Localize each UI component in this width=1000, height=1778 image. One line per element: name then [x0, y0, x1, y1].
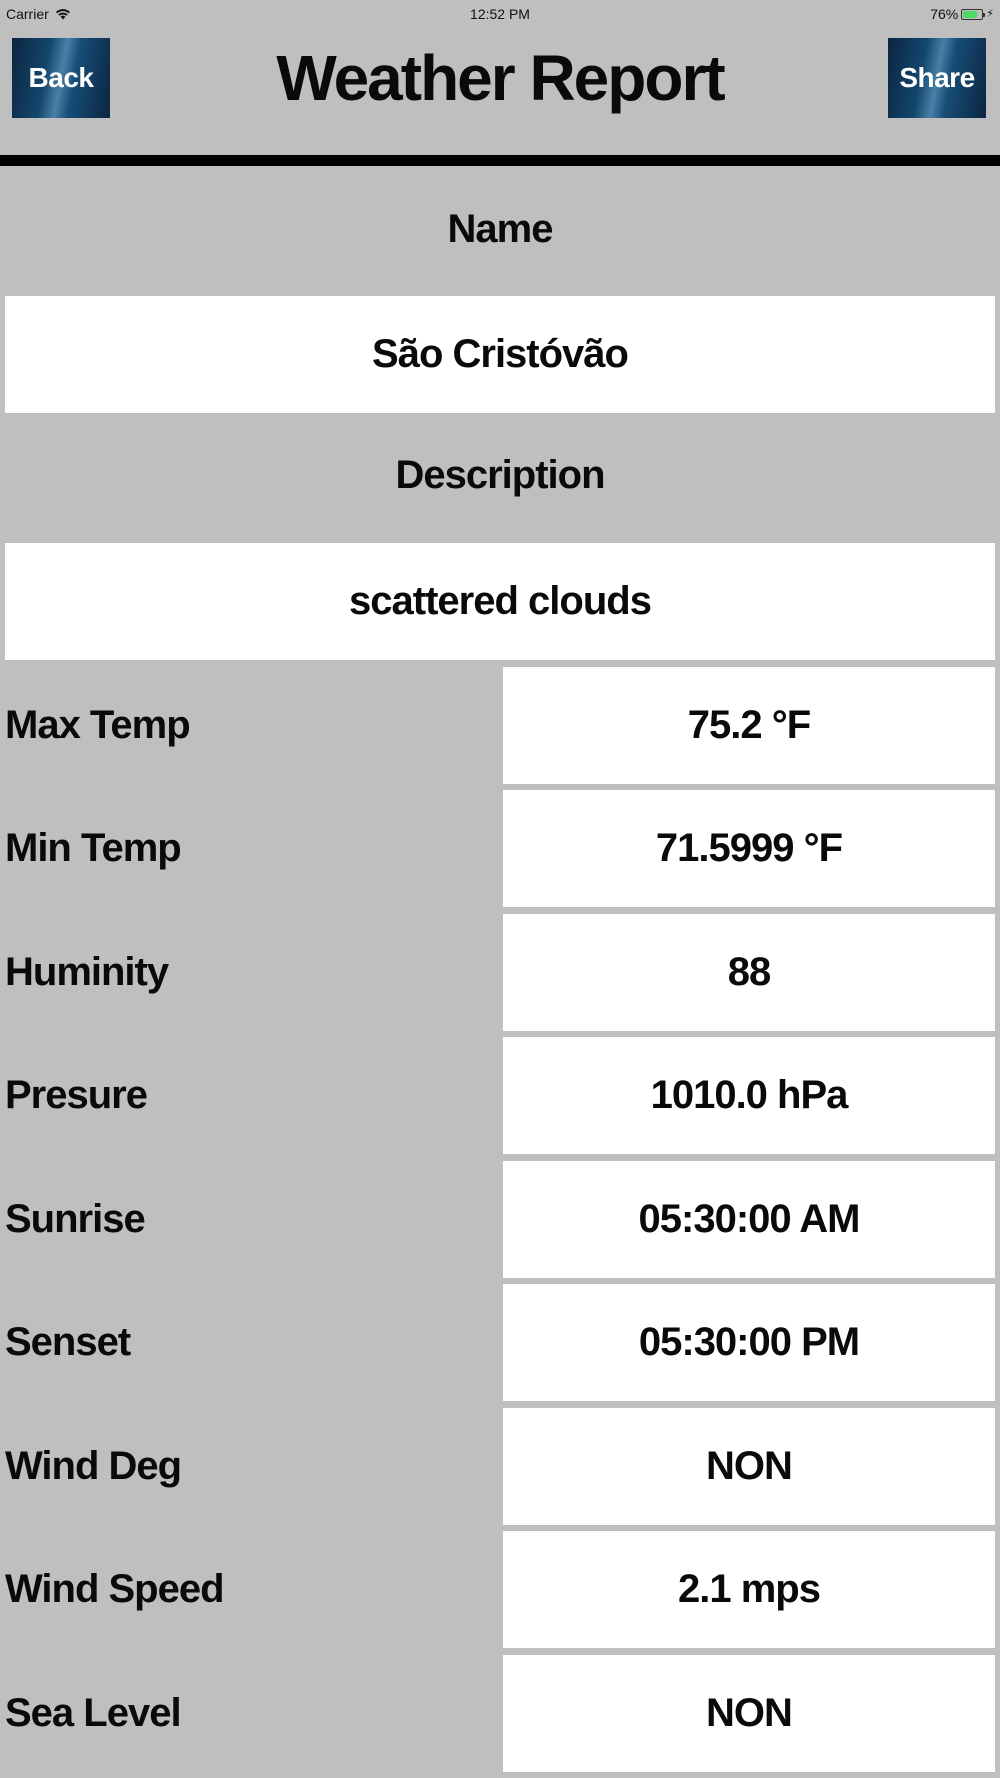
battery-status	[930, 6, 994, 22]
charging-bolt-icon: ⚡	[986, 7, 994, 20]
battery-icon	[961, 9, 983, 20]
status-bar	[0, 0, 1000, 28]
status-time: 12:52 PM	[470, 6, 530, 22]
wind-deg-label: Wind Deg	[5, 1444, 182, 1488]
description-label: Description	[395, 453, 605, 497]
header-divider	[0, 155, 1000, 166]
battery-percent: 76%	[930, 6, 959, 22]
humidity-label: Huminity	[5, 950, 169, 994]
pressure-value: 1010.0 hPa	[503, 1037, 995, 1154]
carrier-label: Carrier	[6, 6, 49, 22]
pressure-label: Presure	[5, 1073, 147, 1117]
min-temp-value: 71.5999 °F	[503, 790, 995, 907]
sea-level-value: NON	[503, 1655, 995, 1772]
sunset-label: Senset	[5, 1320, 131, 1364]
sunrise-value: 05:30:00 AM	[503, 1161, 995, 1278]
wind-speed-value: 2.1 mps	[503, 1531, 995, 1648]
wind-deg-value: NON	[503, 1408, 995, 1525]
humidity-value: 88	[503, 914, 995, 1031]
min-temp-label: Min Temp	[5, 826, 181, 870]
sunset-value: 05:30:00 PM	[503, 1284, 995, 1401]
max-temp-value: 75.2 °F	[503, 667, 995, 784]
description-value-field: scattered clouds	[5, 543, 995, 660]
back-button[interactable]: Back	[12, 38, 110, 118]
name-value-field: São Cristóvão	[5, 296, 995, 413]
page-title: Weather Report	[276, 42, 724, 114]
name-label: Name	[447, 207, 553, 251]
sea-level-label: Sea Level	[5, 1691, 181, 1735]
share-button[interactable]: Share	[888, 38, 986, 118]
wind-speed-label: Wind Speed	[5, 1567, 224, 1611]
sunrise-label: Sunrise	[5, 1197, 145, 1241]
max-temp-label: Max Temp	[5, 703, 190, 747]
battery-level-fill	[963, 11, 977, 18]
